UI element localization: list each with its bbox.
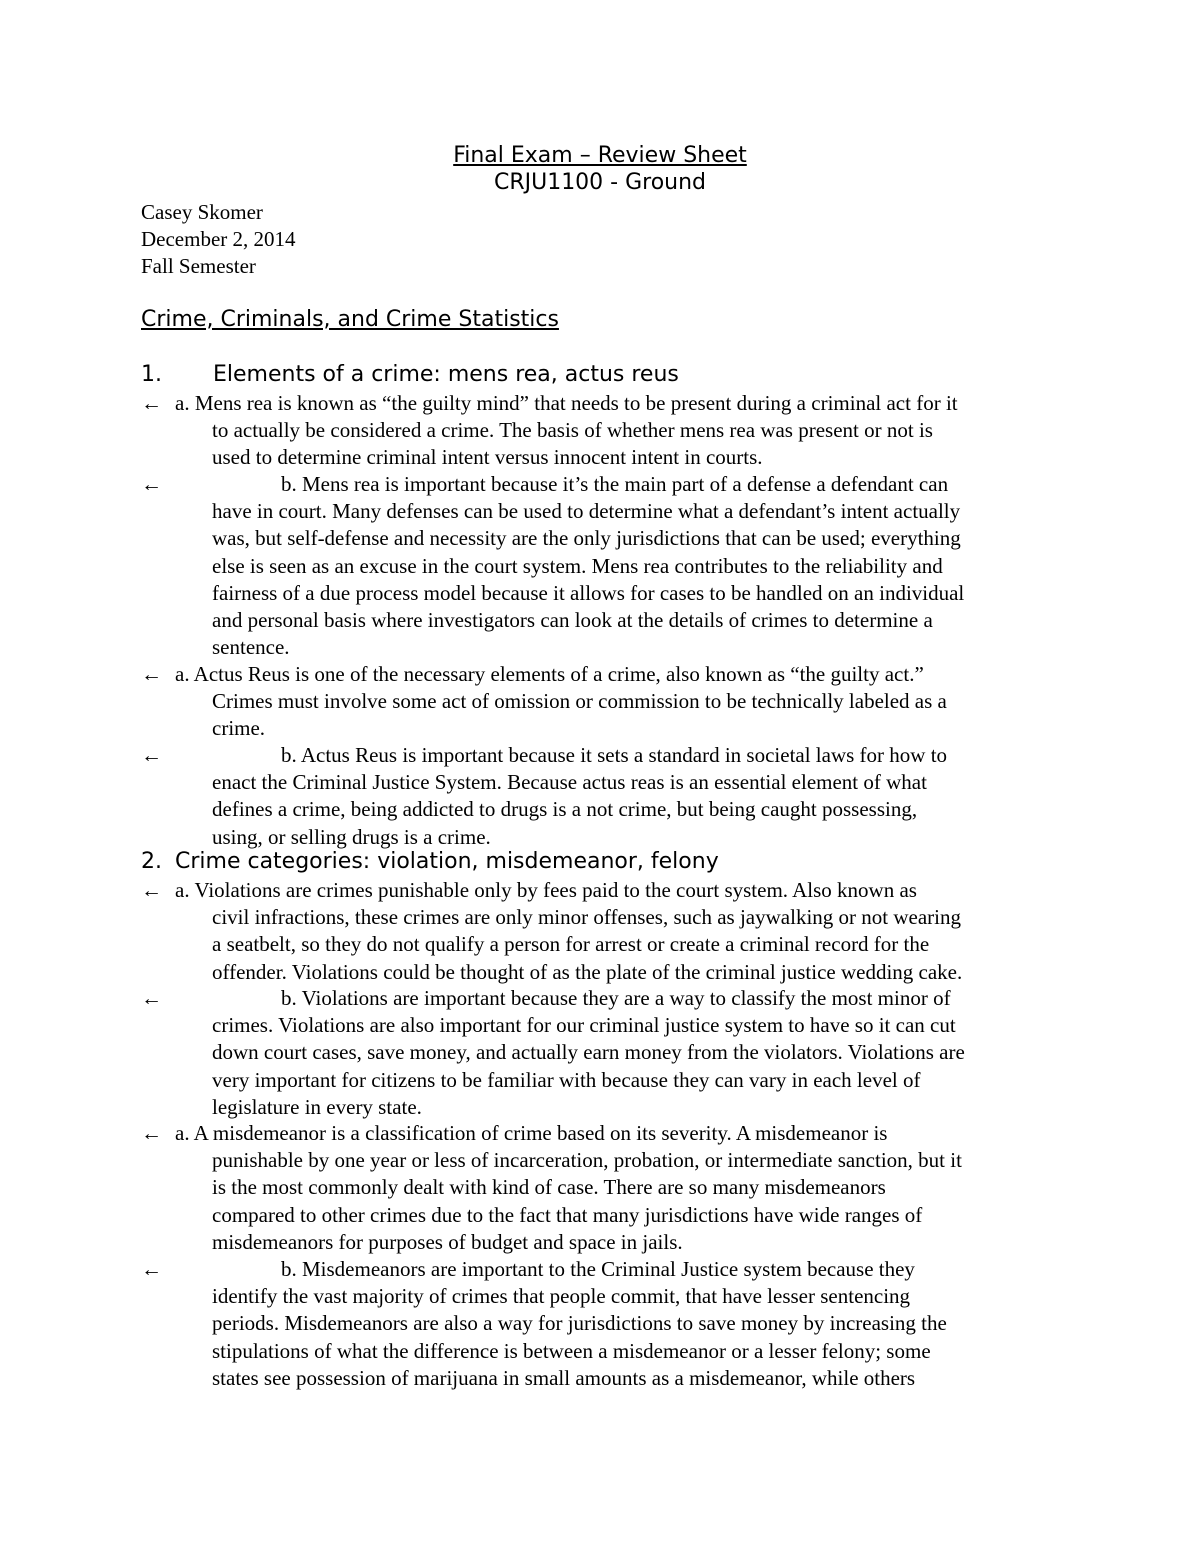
question-text: Crime categories: violation, misdemeanor, felony [175, 849, 719, 874]
paragraph-line: a. Actus Reus is one of the necessary elements of a crime, also known as “the guilty act.” [175, 662, 924, 686]
paragraph-line: was, but self-defense and necessity are the only jurisdictions that can be used; everything [212, 526, 961, 551]
paragraph-line: sentence. [212, 635, 290, 660]
question-text: Elements of a crime: mens rea, actus reus [213, 362, 679, 387]
paragraph-line: states see possession of marijuana in small amounts as a misdemeanor, while others [212, 1365, 916, 1390]
paragraph-misdemeanor-b [141, 1256, 1061, 1392]
left-arrow-icon: ← [141, 1257, 162, 1281]
paragraph-line: enact the Criminal Justice System. Because actus reas is an essential element of what [212, 770, 927, 795]
paragraph-line: misdemeanors for purposes of budget and space in jails. [212, 1229, 683, 1254]
left-arrow-icon: ← [141, 472, 162, 496]
paragraph-line: stipulations of what the difference is between a misdemeanor or a lesser felony; some [212, 1338, 931, 1363]
paragraph-line: to actually be considered a crime. The basis of whether mens rea was present or not is [212, 418, 933, 443]
paragraph-line: compared to other crimes due to the fact that many jurisdictions have wide ranges of [212, 1202, 923, 1227]
paragraph-line: used to determine criminal intent versus innocent intent in courts. [212, 445, 763, 470]
paragraph-line: down court cases, save money, and actually earn money from the violators. Violations are [212, 1040, 965, 1065]
paragraph-line: a. Mens rea is known as “the guilty mind” that needs to be present during a criminal act for it [175, 391, 958, 415]
paragraph-line: a seatbelt, so they do not qualify a person for arrest or create a criminal record for the [212, 932, 930, 957]
paragraph-line: b. Violations are important because they are a way to classify the most minor of [281, 986, 951, 1010]
left-arrow-icon: ← [141, 662, 162, 686]
semester: Fall Semester [141, 254, 256, 278]
left-arrow-icon: ← [141, 1121, 162, 1145]
paragraph-violations-b [141, 985, 1061, 1121]
section-heading: Crime, Criminals, and Crime Statistics [141, 307, 559, 332]
paragraph-actus-reus-b [141, 742, 1061, 851]
paragraph-line: identify the vast majority of crimes that people commit, that have lesser sentencing [212, 1284, 911, 1309]
paragraph-line: is the most commonly dealt with kind of case. There are so many misdemeanors [212, 1175, 886, 1200]
paragraph-line: defines a crime, being addicted to drugs is a not crime, but being caught possessing, [212, 797, 918, 822]
question-number: 2. [141, 849, 162, 874]
left-arrow-icon: ← [141, 986, 162, 1010]
author-name: Casey Skomer [141, 200, 263, 224]
paragraph-line: Crimes must involve some act of omission or commission to be technically labeled as a [212, 689, 947, 714]
paragraph-line: civil infractions, these crimes are only minor offenses, such as jaywalking or not wearing [212, 905, 961, 930]
paragraph-line: punishable by one year or less of incarceration, probation, or intermediate sanction, but it [212, 1148, 962, 1173]
paragraph-mens-rea-a [141, 390, 1061, 472]
left-arrow-icon: ← [141, 743, 162, 767]
question-number: 1. [141, 362, 162, 387]
paragraph-line: legislature in every state. [212, 1094, 422, 1119]
left-arrow-icon: ← [141, 878, 162, 902]
question-heading-1 [141, 361, 679, 389]
paragraph-mens-rea-b [141, 471, 1061, 661]
document-title: Final Exam – Review Sheet [453, 143, 747, 168]
paragraph-line: periods. Misdemeanors are also a way for jurisdictions to save money by increasing the [212, 1311, 947, 1336]
paragraph-line: using, or selling drugs is a crime. [212, 824, 491, 849]
paragraph-line: fairness of a due process model because it allows for cases to be handled on an individual [212, 580, 965, 605]
paragraph-line: b. Actus Reus is important because it sets a standard in societal laws for how to [281, 743, 948, 767]
paragraph-line: a. Violations are crimes punishable only by fees paid to the court system. Also known as [175, 878, 917, 902]
paragraph-misdemeanor-a [141, 1120, 1061, 1256]
paragraph-line: offender. Violations could be thought of as the plate of the criminal justice wedding cake. [212, 959, 963, 984]
paragraph-line: else is seen as an excuse in the court system. Mens rea contributes to the reliability and [212, 553, 943, 578]
paragraph-line: b. Misdemeanors are important to the Criminal Justice system because they [281, 1257, 915, 1281]
paragraph-line: crime. [212, 716, 266, 741]
paragraph-line: have in court. Many defenses can be used to determine what a defendant’s intent actually [212, 499, 961, 524]
course-code: CRJU1100 - Ground [493, 170, 707, 195]
left-arrow-icon: ← [141, 391, 162, 415]
document-date: December 2, 2014 [141, 227, 296, 251]
paragraph-violations-a [141, 877, 1061, 986]
paragraph-line: b. Mens rea is important because it’s the main part of a defense a defendant can [281, 472, 949, 496]
paragraph-line: a. A misdemeanor is a classification of crime based on its severity. A misdemeanor is [175, 1121, 888, 1145]
author-block [141, 199, 296, 280]
paragraph-line: very important for citizens to be familiar with because they can vary in each level of [212, 1067, 921, 1092]
paragraph-actus-reus-a [141, 661, 1061, 743]
paragraph-line: crimes. Violations are also important for our criminal justice system to have so it can cut [212, 1013, 956, 1038]
paragraph-line: and personal basis where investigators can look at the details of crimes to determine a [212, 608, 933, 633]
question-heading-2 [141, 848, 719, 876]
